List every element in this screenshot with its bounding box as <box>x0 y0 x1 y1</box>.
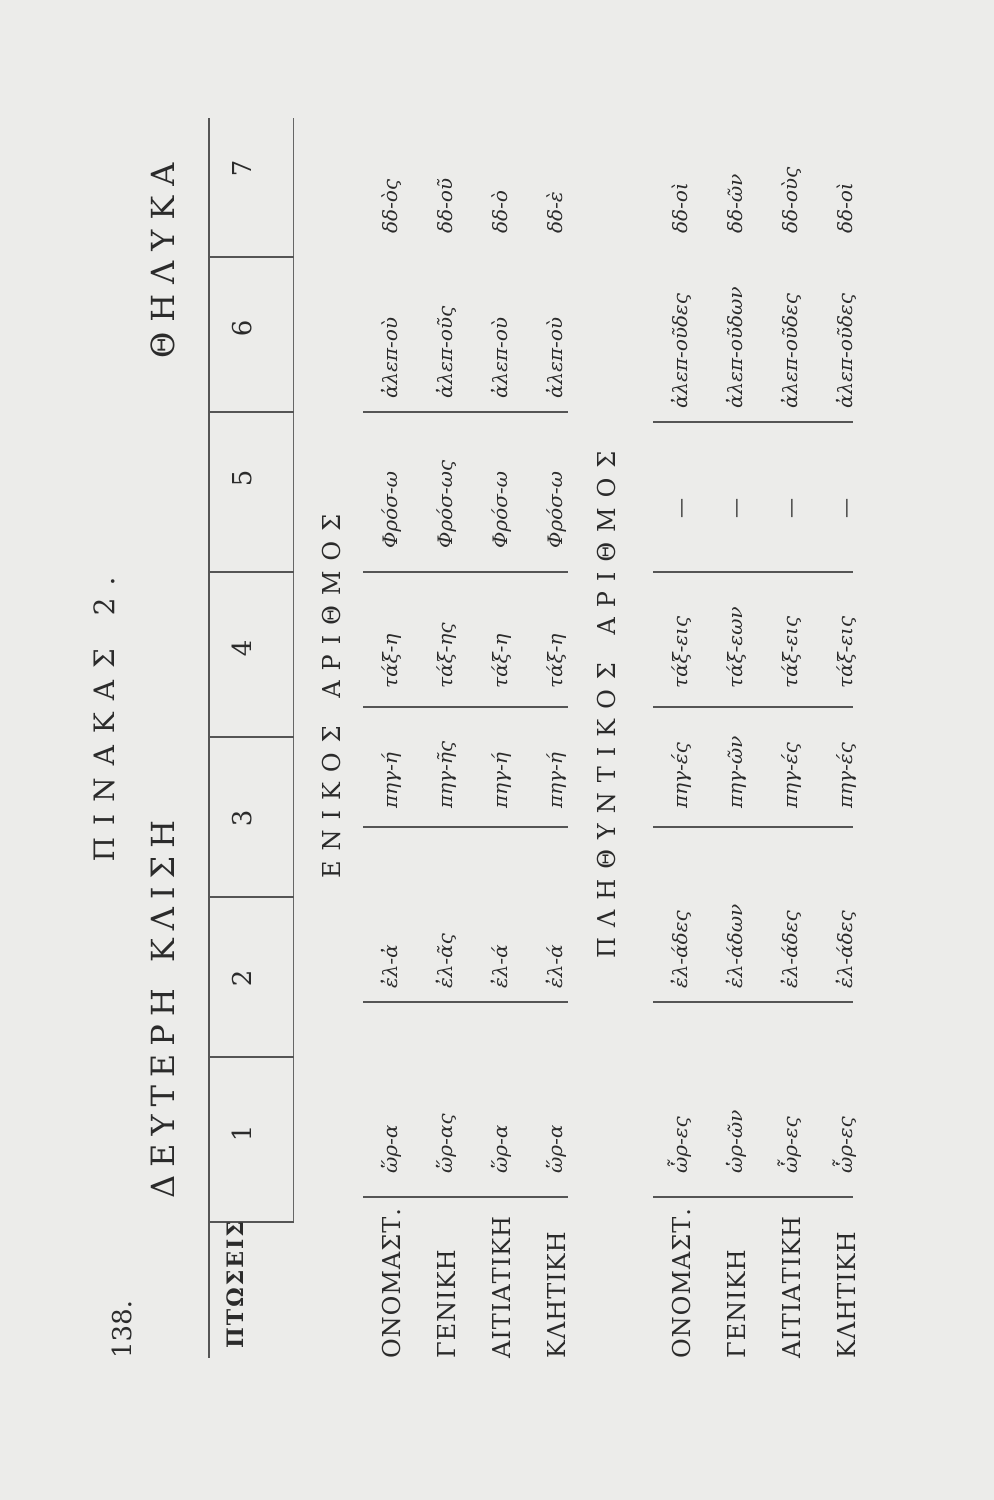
col-divider <box>208 896 294 898</box>
form-cell: τάξ-εις <box>778 615 802 688</box>
rotated-table <box>88 68 861 1358</box>
form-cell: ἐλ-ἀ <box>378 944 402 988</box>
singular-divider <box>363 1001 568 1003</box>
plural-title: ΠΛΗΘΥΝΤΙΚΟΣ ΑΡΙΘΜΟΣ <box>593 440 621 958</box>
form-cell: ἐλ-ά <box>543 944 567 988</box>
plural-divider <box>653 706 853 708</box>
form-cell: ἀλεπ-οῦδων <box>723 286 747 408</box>
column-number: 6 <box>228 319 258 337</box>
form-cell: δδ-ὸς <box>378 178 402 233</box>
case-name: ΟΝΟΜΑΣΤ. <box>378 1207 406 1358</box>
form-cell: πηγ-ή <box>378 752 402 808</box>
case-name: ΟΝΟΜΑΣΤ. <box>668 1207 696 1358</box>
form-cell: — <box>778 498 802 518</box>
form-cell: ἐλ-άδες <box>778 910 802 988</box>
singular-divider <box>363 826 568 828</box>
form-cell: ὥρ-α <box>488 1124 512 1173</box>
form-cell: τάξ-εις <box>833 615 857 688</box>
form-cell: τάξ-η <box>488 633 512 688</box>
plural-divider <box>653 1196 853 1198</box>
form-cell: ἐλ-άδων <box>723 903 747 988</box>
form-cell: τάξ-ης <box>433 622 457 688</box>
form-cell: ἀλεπ-οὺ <box>378 316 402 398</box>
form-cell: ὧρ-ες <box>778 1116 802 1173</box>
form-cell: πηγ-ῶν <box>723 735 747 808</box>
page-number: 138. <box>108 1300 138 1358</box>
case-name: ΑΙΤΙΑΤΙΚΗ <box>778 1215 806 1358</box>
table-title: ΠΙΝΑΚΑΣ 2. <box>88 564 121 862</box>
form-cell: πηγ-ῆς <box>433 740 457 808</box>
form-cell: ἐλ-ᾶς <box>433 933 457 988</box>
singular-divider <box>363 411 568 413</box>
form-cell: Φρόσ-ως <box>433 459 457 548</box>
form-cell: — <box>723 498 747 518</box>
plural-divider <box>653 571 853 573</box>
singular-divider <box>363 706 568 708</box>
form-cell: δδ-ὸ <box>488 190 512 233</box>
form-cell: ἐλ-άδες <box>833 910 857 988</box>
case-name: ΚΛΗΤΙΚΗ <box>543 1230 571 1358</box>
case-name: ΚΛΗΤΙΚΗ <box>833 1230 861 1358</box>
column-number: 5 <box>228 469 258 487</box>
form-cell: — <box>668 498 692 518</box>
column-number: 3 <box>228 809 258 827</box>
gender-title: ΘΗΛΥΚΑ <box>144 152 182 358</box>
plural-divider <box>653 1001 853 1003</box>
plural-divider <box>653 826 853 828</box>
form-cell: ἐλ-άδες <box>668 910 692 988</box>
col-divider <box>208 256 294 258</box>
case-name: ΓΕΝΙΚΗ <box>433 1248 461 1358</box>
form-cell: δδ-οὶ <box>668 182 692 233</box>
form-cell: τάξ-εων <box>723 606 747 688</box>
col-divider <box>208 411 294 413</box>
col-divider <box>208 1056 294 1058</box>
form-cell: τάξ-εις <box>668 615 692 688</box>
form-cell: Φρόσ-ω <box>378 471 402 548</box>
declension-title: ΔΕΥΤΕΡΗ ΚΛΙΣΗ <box>144 811 182 1198</box>
form-cell: πηγ-ές <box>668 742 692 808</box>
case-name: ΓΕΝΙΚΗ <box>723 1248 751 1358</box>
form-cell: ὥρ-α <box>543 1124 567 1173</box>
table-top-rule <box>208 118 210 1358</box>
form-cell: δδ-οὶ <box>833 182 857 233</box>
form-cell: πηγ-ές <box>833 742 857 808</box>
col-divider <box>208 1221 294 1223</box>
form-cell: Φρόσ-ω <box>543 471 567 548</box>
form-cell: δδ-ὲ <box>543 191 567 233</box>
form-cell: δδ-οῦ <box>433 177 457 233</box>
form-cell: δδ-οὺς <box>778 166 802 233</box>
plural-divider <box>653 421 853 423</box>
form-cell: ἀλεπ-οῦδες <box>833 293 857 408</box>
form-cell: ὡρ-ῶν <box>723 1109 747 1173</box>
form-cell: — <box>833 498 857 518</box>
form-cell: Φρόσ-ω <box>488 471 512 548</box>
form-cell: πηγ-ές <box>778 742 802 808</box>
column-number: 7 <box>228 159 258 177</box>
form-cell: ἀλεπ-οὺ <box>543 316 567 398</box>
form-cell: ὧρ-ες <box>833 1116 857 1173</box>
singular-divider <box>363 571 568 573</box>
singular-divider <box>363 1196 568 1198</box>
col-divider <box>208 571 294 573</box>
column-number: 1 <box>228 1124 258 1142</box>
form-cell: ὧρ-ες <box>668 1116 692 1173</box>
column-number: 2 <box>228 969 258 987</box>
form-cell: πηγ-ή <box>543 752 567 808</box>
form-cell: ὥρ-ας <box>433 1113 457 1173</box>
column-number: 4 <box>228 639 258 657</box>
case-name: ΑΙΤΙΑΤΙΚΗ <box>488 1215 516 1358</box>
cases-header: ΠΤΩΣΕΙΣ <box>223 1219 249 1348</box>
form-cell: δδ-ῶν <box>723 173 747 233</box>
form-cell: ἐλ-ά <box>488 944 512 988</box>
form-cell: ἀλεπ-οῦδες <box>778 293 802 408</box>
form-cell: πηγ-ή <box>488 752 512 808</box>
singular-title: ΕΝΙΚΟΣ ΑΡΙΘΜΟΣ <box>318 503 346 878</box>
form-cell: ἀλεπ-οὺ <box>488 316 512 398</box>
form-cell: ἀλεπ-οῦδες <box>668 293 692 408</box>
form-cell: τάξ-η <box>378 633 402 688</box>
form-cell: τάξ-η <box>543 633 567 688</box>
col-divider <box>208 736 294 738</box>
form-cell: ἀλεπ-οῦς <box>433 305 457 398</box>
form-cell: ὥρ-α <box>378 1124 402 1173</box>
